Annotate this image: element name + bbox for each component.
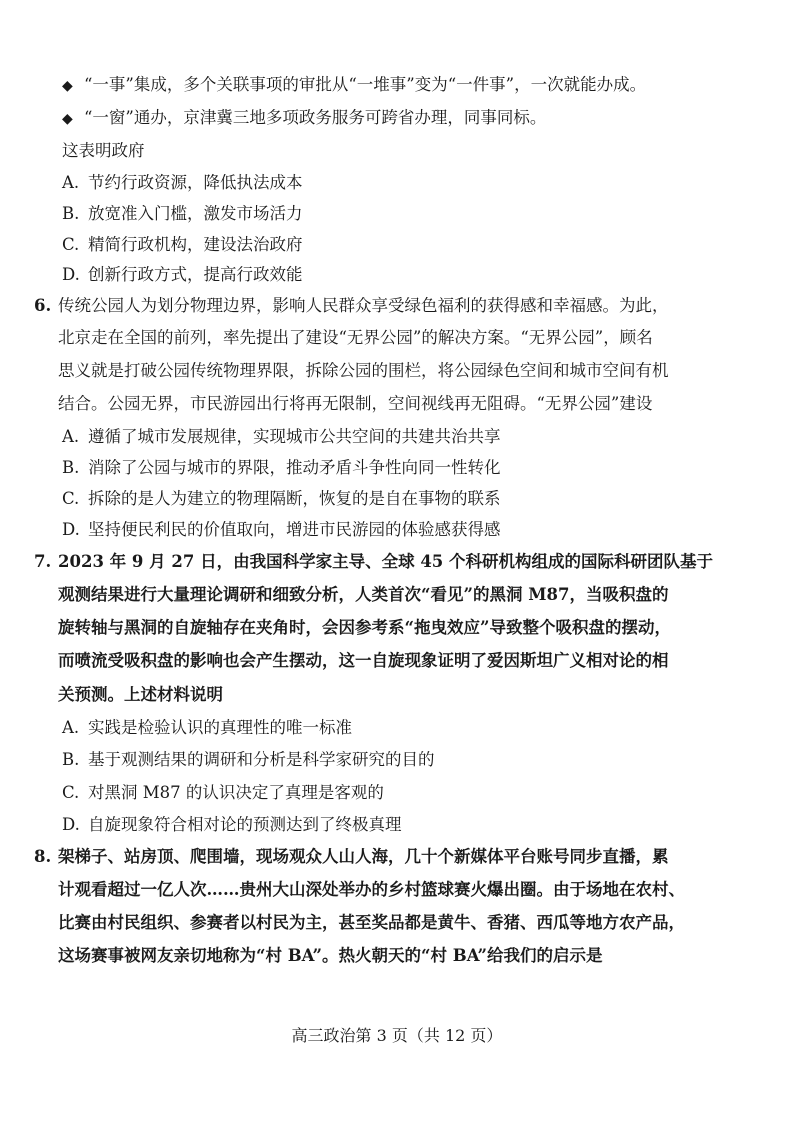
option-d: D. 创新行政方式，提高行政效能 [62,265,303,284]
diamond-bullet-icon: ◆ [62,111,73,127]
question-number: 8. [34,847,52,866]
question-7-stem-line: 而喷流受吸积盘的影响也会产生摆动，这一自旋现象证明了爱因斯坦广义相对论的相 [58,651,669,670]
question-8-stem-line: 计观看超过一亿人次……贵州大山深处举办的乡村篮球赛火爆出圈。由于场地在农村、 [58,880,685,899]
option-d: D. 自旋现象符合相对论的预测达到了终极真理 [62,815,402,834]
option-a: A. 实践是检验认识的真理性的唯一标准 [62,718,352,737]
option-c: C. 对黑洞 M87 的认识决定了真理是客观的 [62,783,384,802]
question-6-stem-line: 北京走在全国的前列，率先提出了建设“无界公园”的解决方案。“无界公园”，顾名 [58,328,653,347]
page-footer: 高三政治第 3 页（共 12 页） [291,1026,503,1045]
question-7-stem-line: 关预测。上述材料说明 [58,685,223,704]
option-b: B. 放宽准入门槛，激发市场活力 [62,204,303,223]
question-8-stem-line: 比赛由村民组织、参赛者以村民为主，甚至奖品都是黄牛、香猪、西瓜等地方农产品， [58,913,685,932]
bullet-item [62,74,646,97]
question-7-stem-line: 观测结果进行大量理论调研和细致分析，人类首次“看见”的黑洞 M87，当吸积盘的 [58,585,669,604]
question-6-stem-line: 思义就是打破公园传统物理界限，拆除公园的围栏，将公园绿色空间和城市空间有机 [58,361,669,380]
question-6-stem: 6. 传统公园人为划分物理边界，影响人民群众享受绿色福利的获得感和幸福感。为此， [34,296,669,315]
question-number: 6. [34,296,52,315]
option-a: A. 遵循了城市发展规律，实现城市公共空间的共建共治共享 [62,427,501,446]
option-d: D. 坚持便民利民的价值取向，增进市民游园的体验感获得感 [62,520,501,539]
bullet-item [62,107,546,130]
option-c: C. 拆除的是人为建立的物理隔断，恢复的是自在事物的联系 [62,489,501,508]
diamond-bullet-icon: ◆ [62,78,73,94]
option-b: B. 消除了公园与城市的界限，推动矛盾斗争性向同一性转化 [62,458,501,477]
question-8-stem: 8. 架梯子、站房顶、爬围墙，现场观众人山人海，几十个新媒体平台账号同步直播，累 [34,847,669,866]
option-b: B. 基于观测结果的调研和分析是科学家研究的目的 [62,750,435,769]
question-8-stem-line: 这场赛事被网友亲切地称为“村 BA”。热火朝天的“村 BA”给我们的启示是 [58,946,603,965]
question-7-stem: 7. 2023 年 9 月 27 日，由我国科学家主导、全球 45 个科研机构组成的国际科研团队基于 [34,552,714,571]
question-7-stem-line: 旋转轴与黑洞的自旋轴存在夹角时，会因参考系“拖曳效应”导致整个吸积盘的摆动， [58,618,671,637]
option-a: A. 节约行政资源，降低执法成本 [62,173,303,192]
question-stem-tail: 这表明政府 [62,141,145,160]
question-number: 7. [34,552,52,571]
bullet-text: “一窗”通办，京津冀三地多项政务服务可跨省办理，同事同标。 [84,108,547,127]
option-c: C. 精简行政机构，建设法治政府 [62,235,303,254]
question-6-stem-line: 结合。公园无界，市民游园出行将再无限制，空间视线再无阻碍。“无界公园”建设 [58,394,653,413]
bullet-text: “一事”集成，多个关联事项的审批从“一堆事”变为“一件事”，一次就能办成。 [84,75,647,94]
